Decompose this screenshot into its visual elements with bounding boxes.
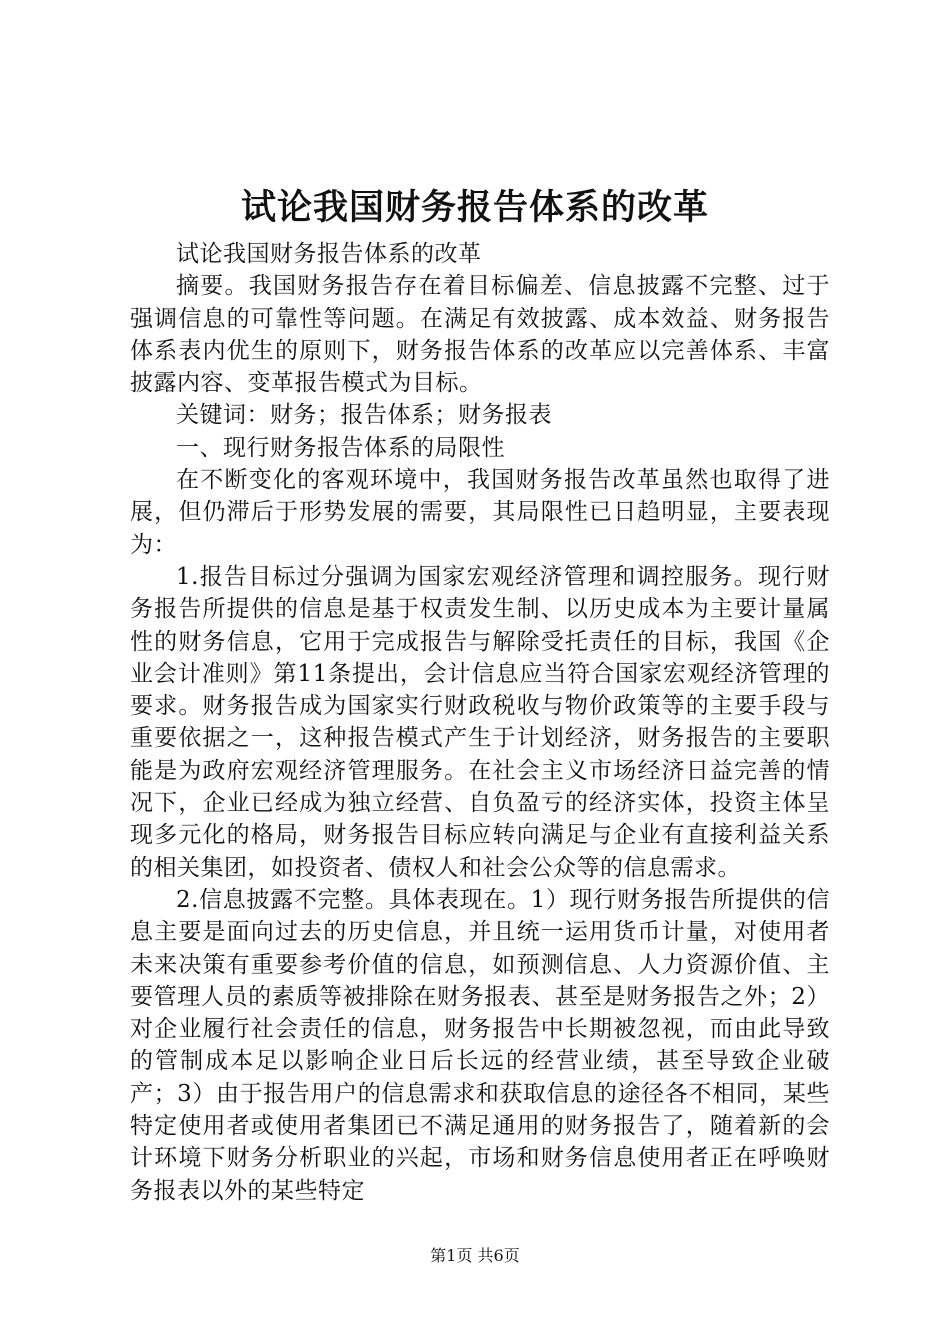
paragraph-keywords: 关键词：财务；报告体系；财务报表 (176, 402, 552, 429)
paragraph-point-2: 2.信息披露不完整。具体表现在。1）现行财务报告所提供的信息主要是面向过去的历史信息，并且统一运用货币计量，对使用者未来决策有重要参考价值的信息，如预测信息、人力资源价值、主要管理人员的素质等被排除在财务报表、甚至是财务报告之外；2）对企业履行社会责任的信息，财务报告中长期被忽视，而由此导致的管制成本足以影响企业日后长远的经营业绩，甚至导致企业破产；3）由于报告用户的信息需求和获取信息的途径各不相同，某些特定使用者或使用者集团已不满足通用的财务报告了，随着新的会计环境下财务分析职业的兴起，市场和财务信息使用者正在呼唤财务报表以外的某些特定 (130, 886, 830, 1204)
paragraph-point-1: 1.报告目标过分强调为国家宏观经济管理和调控服务。现行财务报告所提供的信息是基于权责发生制、以历史成本为主要计量属性的财务信息，它用于完成报告与解除受托责任的目标，我国《企业会计准则》第11条提出，会计信息应当符合国家宏观经济管理的要求。财务报告成为国家实行财政税收与物价政策等的主要手段与重要依据之一，这种报告模式产生于计划经济，财务报告的主要职能是为政府宏观经济管理服务。在社会主义市场经济日益完善的情况下，企业已经成为独立经营、自负盈亏的经济实体，投资主体呈现多元化的格局，财务报告目标应转向满足与企业有直接利益关系的相关集团，如投资者、债权人和社会公众等的信息需求。 (130, 563, 830, 881)
paragraph-abstract: 摘要。我国财务报告存在着目标偏差、信息披露不完整、过于强调信息的可靠性等问题。在满足有效披露、成本效益、财务报告体系表内优生的原则下，财务报告体系的改革应以完善体系、丰富披露内容、变革报告模式为目标。 (130, 273, 830, 397)
page-footer: 第1页 共6页 (430, 1246, 520, 1265)
paragraph-intro: 在不断变化的客观环境中，我国财务报告改革虽然也取得了进展，但仍滞后于形势发展的需要，其局限性已日趋明显，主要表现为： (130, 467, 830, 558)
section-heading: 一、现行财务报告体系的局限性 (176, 434, 505, 461)
document-body (130, 238, 830, 1207)
document-title: 试论我国财务报告体系的改革 (240, 187, 709, 228)
paragraph-heading-repeat: 试论我国财务报告体系的改革 (176, 241, 482, 267)
